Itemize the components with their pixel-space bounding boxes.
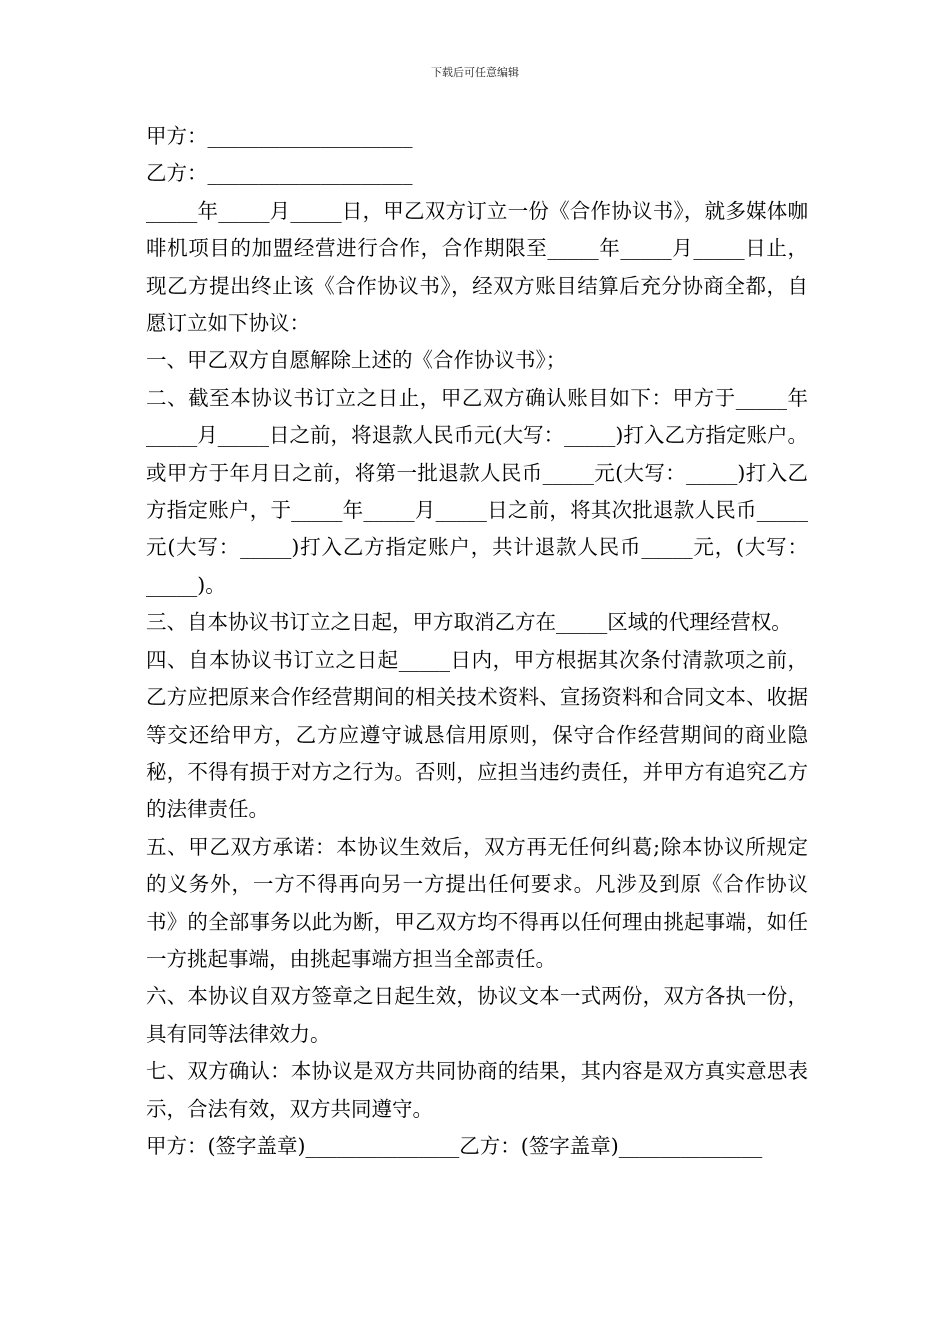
party-a-line: 甲方：____________________ [146,124,413,148]
clause-3: 三、自本协议书订立之日起，甲方取消乙方在_____区域的代理经营权。 [146,610,792,635]
intro-paragraph: _____年_____月_____日，甲乙双方订立一份《合作协议书》，就多媒体咖啡机项目的加盟经营进行合作，合作期限至_____年_____月_____日止，现乙方提出终止该《合作协议书》，经双方账目结算后充分协商全都，自愿订立如下协议： [146,198,808,336]
agreement-body [146,118,808,1165]
clause-6: 六、本协议自双方签章之日起生效，协议文本一式两份，双方各执一份，具有同等法律效力。 [146,984,808,1046]
clause-7: 七、双方确认：本协议是双方共同协商的结果，其内容是双方真实意思表示，合法有效，双方共同遵守。 [146,1059,808,1121]
clause-1: 一、甲乙双方自愿解除上述的《合作协议书》； [146,348,567,373]
signature-line: 甲方：(签字盖章)_______________乙方：(签字盖章)______________ [146,1133,763,1158]
clause-4: 四、自本协议书订立之日起_____日内，甲方根据其次条付清款项之前，乙方应把原来合作经营期间的相关技术资料、宣扬资料和合同文本、收据等交还给甲方，乙方应遵守诚恳信用原则，保守合作经营期间的商业隐秘，不得有损于对方之行为。否则，应担当违约责任，并甲方有追究乙方的法律责任。 [146,647,808,822]
party-b-line: 乙方：____________________ [146,161,413,186]
clause-2: 二、截至本协议书订立之日止，甲乙双方确认账目如下：甲方于_____年_____月_____日之前，将退款人民币元(大写：_____)打入乙方指定账户。或甲方于年月日之前，将第一批退款人民币_____元(大写：_____)打入乙方指定账户，于_____年_____月_____日之前，将其次批退款人民币_____元(大写：_____)打入乙方指定账户，共计退款人民币_____元，(大写：_____)。 [146,385,808,597]
page-header-note: 下载后可任意编辑 [431,66,519,79]
clause-5: 五、甲乙双方承诺：本协议生效后，双方再无任何纠葛;除本协议所规定的义务外，一方不得再向另一方提出任何要求。凡涉及到原《合作协议书》的全部事务以此为断，甲乙双方均不得再以任何理由挑起事端，如任一方挑起事端，由挑起事端方担当全部责任。 [146,834,808,971]
